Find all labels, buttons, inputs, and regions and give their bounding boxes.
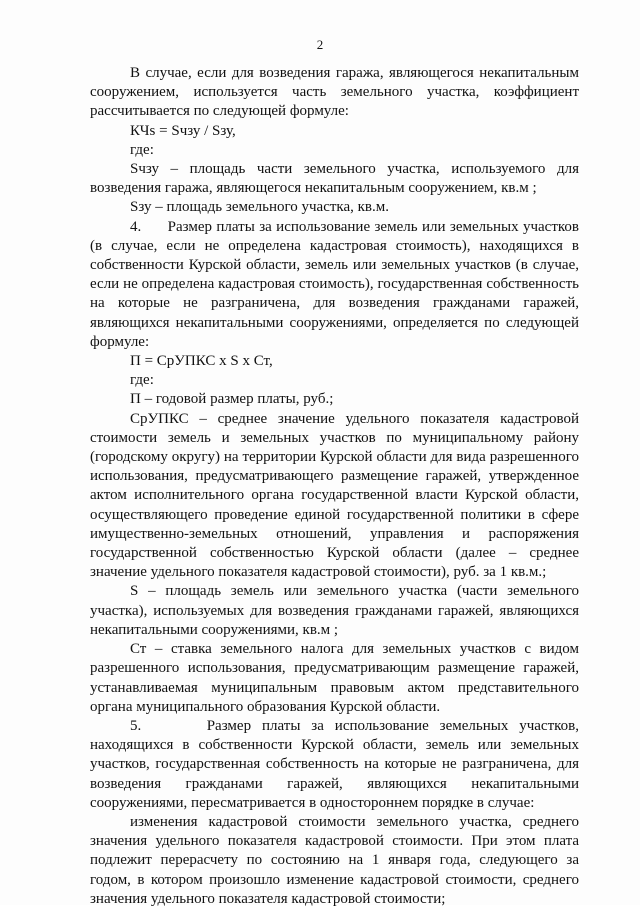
page-number: 2 xyxy=(316,37,324,52)
paragraph-item-5: 5. Размер платы за использование земельных участков, находящихся в собственности Курской области, земель или земельных участков, государственная собственность на которые не разграничена, для возведения гражданами гаражей, являющихся некапитальными сооружениями, пересматривается в одностороннем порядке в случае: xyxy=(90,717,579,811)
formula-payment: П = СрУПКС x S x Ст, xyxy=(130,353,273,370)
definition-partial-area: Sчзу – площадь части земельного участка, используемого для возведения гаража, являющегося некапитальным сооружением, кв.м ; xyxy=(90,161,579,197)
paragraph-cadastral-change: изменения кадастровой стоимости земельного участка, среднего значения удельного показателя кадастровой стоимости. При этом плата подлежит перерасчету по состоянию на 1 января года, следующего за годом, в котором произошло изменение кадастровой стоимости, среднего значения удельного показателя кадастровой стоимости; xyxy=(90,813,579,907)
definition-area-s: S – площадь земель или земельного участка (части земельного участка), используемых для возведения гражданами гаражей, являющихся некапитальными сооружениями, кв.м ; xyxy=(90,583,579,638)
definition-annual-payment: П – годовой размер платы, руб.; xyxy=(130,391,334,408)
document-body xyxy=(90,64,579,909)
definition-srupks: СрУПКС – среднее значение удельного показателя кадастровой стоимости земель и земельных участков по муниципальному району (городскому округу) на территории Курской области для вида разрешенного использования, предусматривающего размещение гаражей, утвержденное актом исполнительного органа государственной власти Курской области, осуществляющего проведение единой государственной политики в сфере имущественно-земельных отношений, управления и распоряжения государственной собственностью Курской области (далее – среднее значение удельного показателя кадастровой стоимости), руб. за 1 кв.м.; xyxy=(90,410,579,581)
paragraph-where-1: где: xyxy=(130,141,154,158)
paragraph-item-4: 4. Размер платы за использование земель или земельных участков (в случае, если не определена кадастровая стоимость), находящихся в собственности Курской области, земель или земельных участков (в случае, если не определена кадастровая стоимость), государственная собственность на которые не разграничена, для возведения гражданами гаражей, являющихся некапитальными сооружениями, определяется по следующей формуле: xyxy=(90,218,579,350)
formula-coefficient: КЧs = Sчзу / Sзу, xyxy=(130,122,236,139)
paragraph-where-2: где: xyxy=(130,372,154,389)
definition-tax-rate: Ст – ставка земельного налога для земельных участков с видом разрешенного использования, предусматривающим размещение гаражей, устанавливаемая муниципальным правовым актом представительного органа муниципального образования Курской области. xyxy=(90,641,579,715)
paragraph-partial-plot-intro: В случае, если для возведения гаража, являющегося некапитальным сооружением, используется часть земельного участка, коэффициент рассчитывается по следующей формуле: xyxy=(90,65,579,120)
definition-plot-area: Sзу – площадь земельного участка, кв.м. xyxy=(130,199,390,216)
